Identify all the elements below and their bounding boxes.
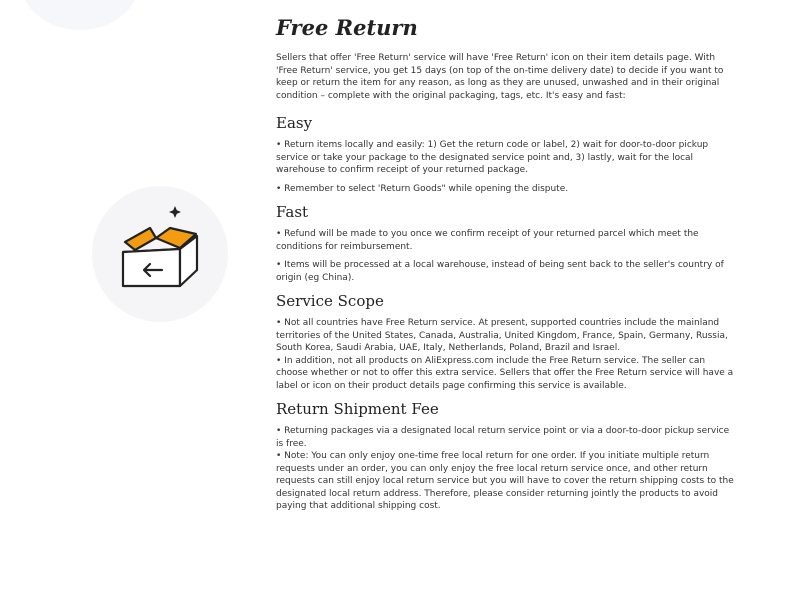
section-title-return-shipment-fee: Return Shipment Fee — [276, 400, 439, 418]
background-decoration — [20, 0, 140, 30]
fee-paragraph: • Returning packages via a designated local return service point or via a door-to-door pickup service is free. — [276, 426, 730, 449]
fast-paragraph: • Items will be processed at a local warehouse, instead of being sent back to the seller's country of origin (eg China). — [276, 260, 724, 283]
return-box-icon — [92, 186, 228, 322]
section-easy — [276, 113, 738, 195]
section-title-easy: Easy — [276, 114, 313, 132]
sparkle-icon — [169, 206, 181, 218]
section-title-service-scope: Service Scope — [276, 292, 384, 310]
intro-paragraph: Sellers that offer 'Free Return' service will have 'Free Return' icon on their item details page. With 'Free Return' service, you get 15 days (on top of the on-time delivery date) to decide if you want to keep or return the item for any reason, as long as they are unused, unwashed and in their original condition – complete with the original packaging, tags, etc. It's easy and fast: — [276, 53, 724, 101]
article — [276, 14, 738, 520]
scope-paragraph: • In addition, not all products on AliExpress.com include the Free Return service. The seller can choose whether or not to offer this extra service. Sellers that offer the Free Return service will have a label or icon on their product details page confirming this service is available. — [276, 355, 734, 391]
easy-paragraph: • Remember to select 'Return Goods" while opening the dispute. — [276, 183, 569, 194]
page-title: Free Return — [276, 15, 418, 40]
section-return-shipment-fee — [276, 399, 738, 513]
return-illustration — [92, 186, 228, 322]
fast-paragraph: • Refund will be made to you once we confirm receipt of your returned parcel which meet the conditions for reimbursement. — [276, 229, 699, 252]
section-title-fast: Fast — [276, 203, 309, 221]
section-service-scope — [276, 291, 738, 392]
section-fast — [276, 202, 738, 284]
scope-paragraph: • Not all countries have Free Return service. At present, supported countries include the mainland territories of the United States, Canada, Australia, United Kingdom, France, Spain, Germany, Russia, South Korea, Saudi Arabia, UAE, Italy, Netherlands, Poland, Brazil and Israel. — [276, 318, 728, 353]
fee-paragraph: • Note: You can only enjoy one-time free local return for one order. If you initiate multiple return requests under an order, you can only enjoy the free local return service once, and other return requests can still enjoy local return service but you will have to cover the return shipping costs to the designated local return address. Therefore, please consider returning jointly the products to avoid paying that additional shipping cost. — [276, 451, 734, 511]
easy-paragraph: • Return items locally and easily: 1) Get the return code or label, 2) wait for door-to-door pickup service or take your package to the designated service point and, 3) lastly, wait for the local warehouse to confirm receipt of your returned package. — [276, 140, 709, 175]
